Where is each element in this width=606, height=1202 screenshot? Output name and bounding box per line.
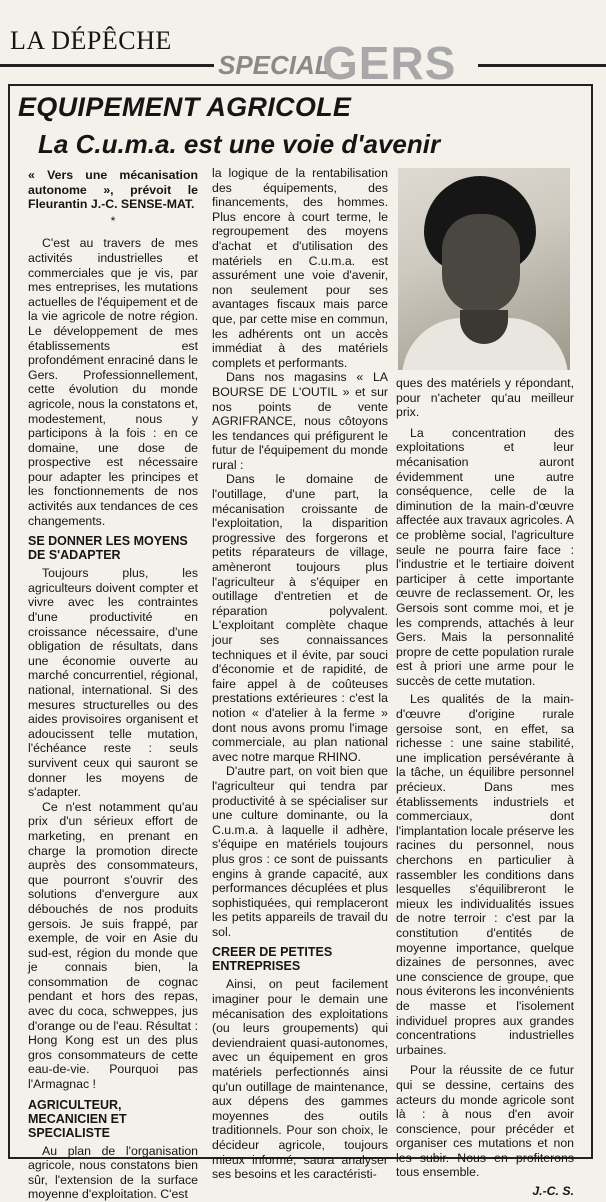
subheading-creer: CREER DE PETITES ENTREPRISES xyxy=(212,945,333,974)
paragraph: Toujours plus, les agriculteurs doivent compter et vivre avec les contraintes d'une productivité en croissance nécessaire, d'une obligation de résultats, dans une économie ouverte au marché concurrentiel, régional, national, international. Si des mesures structurelles ou des aides provisoires organisent et adoucissent telle mutation, l'échéance reste : seuls survivent ceux qui sauront se donner les moyens de s'adapter. xyxy=(28,566,198,800)
subheadline: La C.u.m.a. est une voie d'avenir xyxy=(38,129,441,159)
portrait-photo xyxy=(398,168,570,370)
paragraph: ques des matériels y répondant, pour n'acheter qu'au meilleur prix. xyxy=(396,376,574,420)
column-1 xyxy=(28,168,198,1202)
paragraph: Les qualités de la main-d'œuvre d'origine rurale gersoise sont, en effet, sa richesse : une saine stabilité, une implication persévérante à la tâche, un équilibre personnel précieux. Dans mes établissements industriels et commerciaux, dont l'implantation locale préserve les racines du personnel, nous cherchons en particulier à rassembler les conditions dans lesquelles s'équilibreront le mieux les individualités issues de notre terroir : c'est par la constitution d'entités de moyenne importance, quelque dizaines de personnes, avec une conscience de groupe, que nous éviterons les inconvénients de masse et l'isolement individuel propres aux grandes concentrations industrielles urbaines. xyxy=(396,692,574,1057)
signature: J.-C. S. xyxy=(532,1184,574,1199)
column-2 xyxy=(212,166,388,1182)
section-special: SPECIAL xyxy=(218,50,331,80)
rule-left xyxy=(0,64,214,67)
paragraph: Ce n'est notamment qu'au prix d'un sérieux effort de marketing, en prenant en charge la promotion directe auprès des consommateurs, que pourront s'ouvrir des solutions d'envergure aux débouchés de nos produits gersois. Je suis frappé, par exemple, de voir en Asie du sud-est, région du monde que je connais bien, la consommation de cognac pendant et hors des repas, avec du coca, schweppes, jus d'orange ou de l'eau. Résultat : Hong Kong est un des plus gros consommateurs de cette eau-de-vie. Pourquoi pas l'Armagnac ! xyxy=(28,799,198,1092)
paragraph: Ainsi, on peut facilement imaginer pour le demain une mécanisation des exploitations (ou leurs groupements) qui deviendraient quasi-autonomes, avec un équipement en gros matériels perfectionnés ainsi qu'un outillage de maintenance, aux dépens des gammes moyennes des outils traditionnels. Pour son choix, le décideur agricole, toujours mieux informé, saura analyser ses besoins et les caractéristi- xyxy=(212,977,388,1182)
subheading-adapter: SE DONNER LES MOYENS DE S'ADAPTER xyxy=(28,534,188,563)
paragraph: Pour la réussite de ce futur qui se dessine, certains des acteurs du monde agricole sont là : à nous d'en avoir conscience, pour précéder et organiser ces mutations et non les subir. Nous en profiterons tous ensemble. xyxy=(396,1063,574,1180)
subheading-agriculteur: AGRICULTEUR, MECANICIEN ET SPECIALISTE xyxy=(28,1097,127,1140)
headline: EQUIPEMENT AGRICOLE xyxy=(18,92,352,122)
column-3 xyxy=(396,376,574,1199)
rule-right xyxy=(478,64,606,67)
separator-star: * xyxy=(110,213,116,228)
paragraph: Dans nos magasins « LA BOURSE DE L'OUTIL » et sur nos points de vente AGRIFRANCE, nous côtoyons les tendances qui préfigurent le futur de l'équipement du monde rural : xyxy=(212,370,388,472)
masthead: LA DÉPÊCHE xyxy=(10,26,172,55)
paragraph: La concentration des exploitations et leur mécanisation auront évidemment une autre conséquence, celle de la diminution de la main-d'œuvre affectée aux travaux agricoles. A ce problème social, l'agriculture seule ne pourra faire face : l'industrie et le tertiaire doivent participer à cette importante œuvre de reclassement. Or, les Gersois sont comme moi, et je les comprends, attachés à leur Gers. Mais la personnalité propre de cette population rurale est à priori une arme pour le succès de cette mutation. xyxy=(396,425,574,688)
paragraph: la logique de la rentabilisation des équipements, des financements, des hommes. Plus encore à court terme, le regroupement des moyens d'achat et d'utilisation des matériels en C.u.m.a. est assurément une voie d'avenir, non seulement pour ses avantages fiscaux mais parce que, par cette mise en commun, les adhérents ont un accès immédiat à des matériels complets et performants. xyxy=(212,166,388,370)
paragraph: Au plan de l'organisation agricole, nous constatons bien sûr, l'extension de la surface moyenne d'exploitation. C'est xyxy=(28,1143,198,1202)
paragraph: C'est au travers de mes activités industrielles et commerciales que je vis, par mes entreprises, les mutations actuelles de l'équipement et de la vie agricole de notre région. Le développement de mes établissements est profondément enraciné dans le Gers. Professionnellement, cette évolution du monde agricole, nous la constatons et, modestement, nous y participons à la fois : en ce domaine, une dose de prospective est nécessaire pour adapter les principes et les fonctionnements de nos activités aux tendances de ces changements. xyxy=(28,236,198,528)
paragraph: D'autre part, on voit bien que l'agriculteur qui tendra par productivité à se spécialiser sur une culture dominante, ou la C.u.m.a. à laquelle il adhère, s'équipe en matériels toujours plus gros : ce sont de puissants engins à grande capacité, aux performances décuplées et plus sophistiquées, qui remplaceront les petits appareils de travail du sol. xyxy=(212,764,388,939)
lede: « Vers une mécanisation autonome », prévoit le Fleurantin J.-C. SENSE-MAT. xyxy=(28,168,198,212)
paragraph: Dans le domaine de l'outillage, d'une part, la mécanisation croissante de l'exploitation, la disparition progressive des forgerons et petits réparateurs de village, amèneront toujours plus l'agriculteur à s'équiper en outillage d'entretien et de réparation polyvalent. L'exploitant complète chaque jour ses connaissances techniques et il évite, par souci d'économie et de rapidité, de faire appel à de coûteuses prestations extérieures : c'est la notion « d'atelier à la ferme » dont nous avons promu l'image commerciale, au plan national avec notre marque RHINO. xyxy=(212,472,388,764)
section-gers: GERS xyxy=(322,37,457,89)
